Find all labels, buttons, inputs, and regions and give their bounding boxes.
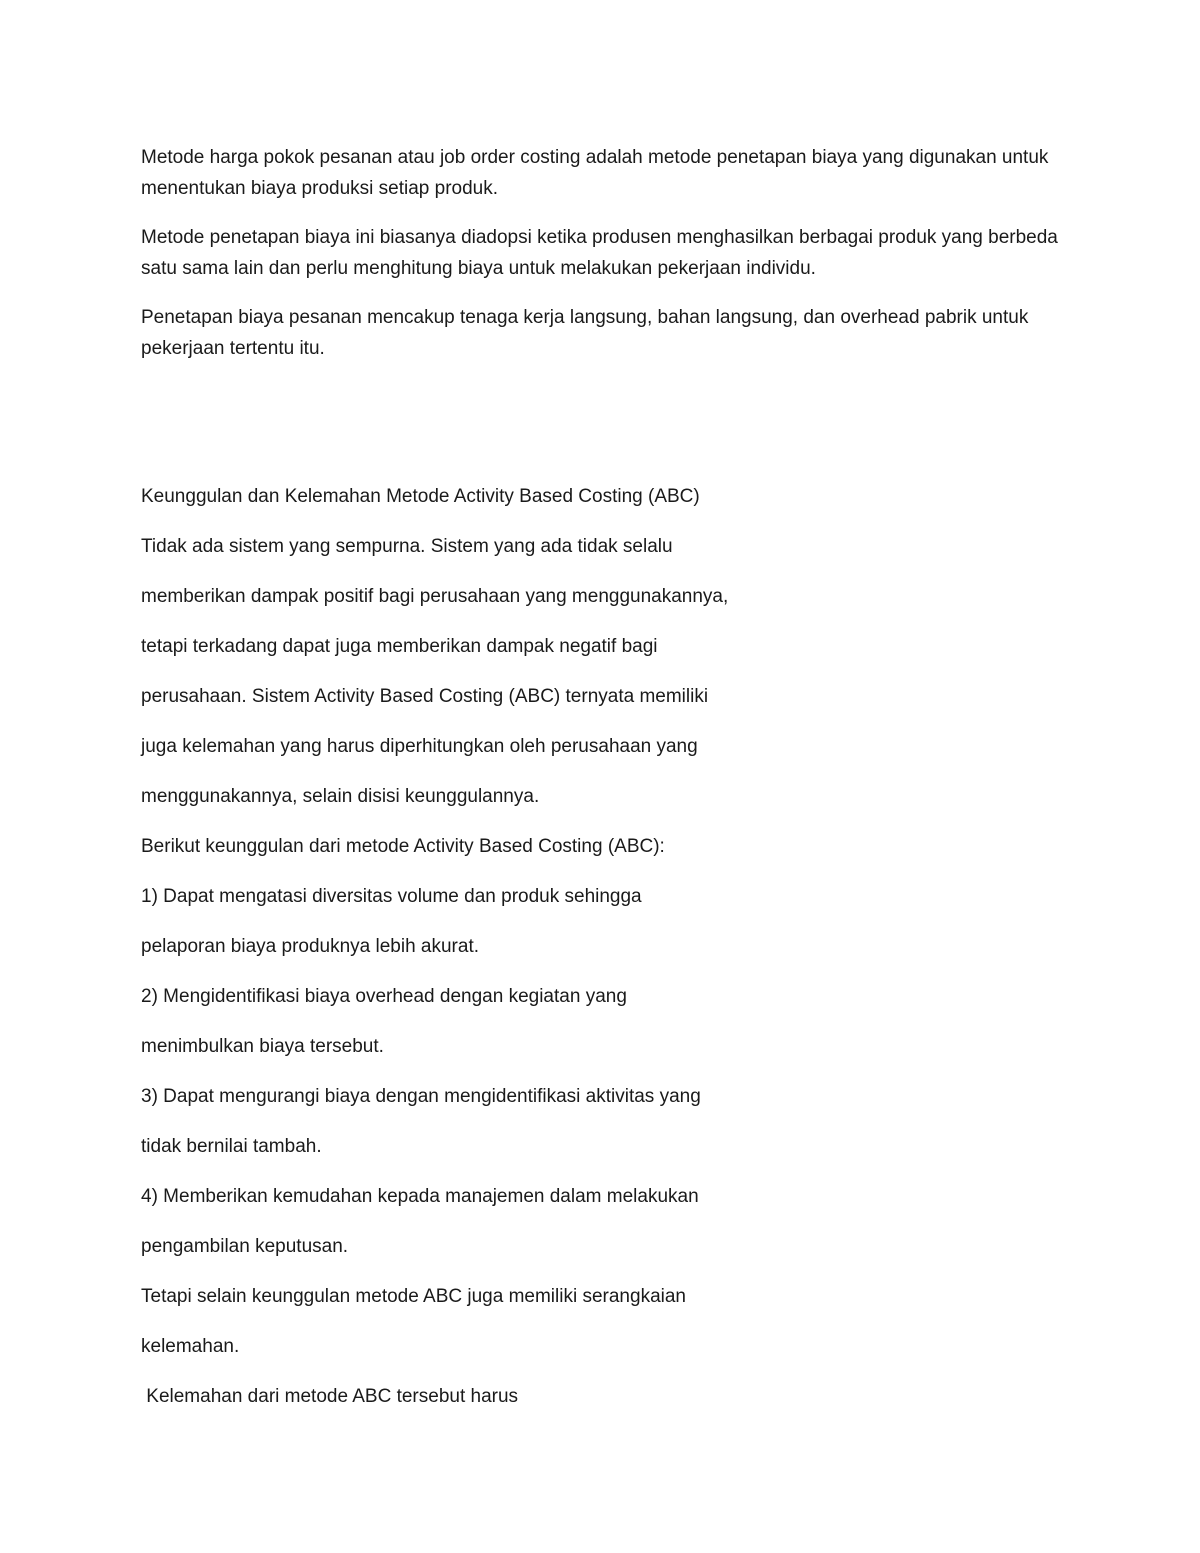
text-line: perusahaan. Sistem Activity Based Costing (ABC) ternyata memiliki	[141, 686, 709, 707]
intro-paragraph-2: Metode penetapan biaya ini biasanya diadopsi ketika produsen menghasilkan berbagai produk yang berbeda satu sama lain dan perlu menghitung biaya untuk melakukan pekerjaan individu.	[141, 227, 1058, 279]
list-item-4-continued: pengambilan keputusan.	[141, 1236, 349, 1257]
text-line: kelemahan.	[141, 1336, 240, 1357]
list-item-1: 1) Dapat mengatasi diversitas volume dan produk sehingga	[141, 886, 642, 907]
text-line: menggunakannya, selain disisi keunggulannya.	[141, 786, 540, 807]
section-heading: Keunggulan dan Kelemahan Metode Activity Based Costing (ABC)	[141, 486, 700, 507]
text-line: Tidak ada sistem yang sempurna. Sistem yang ada tidak selalu	[141, 536, 673, 557]
text-line: Tetapi selain keunggulan metode ABC juga memiliki serangkaian	[141, 1286, 686, 1307]
intro-section	[141, 142, 1071, 382]
list-intro-line: Berikut keunggulan dari metode Activity Based Costing (ABC):	[141, 836, 665, 857]
list-item-4: 4) Memberikan kemudahan kepada manajemen dalam melakukan	[141, 1186, 699, 1207]
text-line: tetapi terkadang dapat juga memberikan dampak negatif bagi	[141, 636, 658, 657]
list-item-3: 3) Dapat mengurangi biaya dengan mengidentifikasi aktivitas yang	[141, 1086, 701, 1107]
text-line: memberikan dampak positif bagi perusahaan yang menggunakannya,	[141, 586, 729, 607]
intro-paragraph-3: Penetapan biaya pesanan mencakup tenaga kerja langsung, bahan langsung, dan overhead pabrik untuk pekerjaan tertentu itu.	[141, 307, 1029, 359]
text-line: Kelemahan dari metode ABC tersebut harus	[141, 1386, 519, 1407]
list-item-3-continued: tidak bernilai tambah.	[141, 1136, 322, 1157]
intro-paragraph-1: Metode harga pokok pesanan atau job order costing adalah metode penetapan biaya yang digunakan untuk menentukan biaya produksi setiap produk.	[141, 147, 1049, 199]
list-item-1-continued: pelaporan biaya produknya lebih akurat.	[141, 936, 480, 957]
list-item-2-continued: menimbulkan biaya tersebut.	[141, 1036, 384, 1057]
list-item-2: 2) Mengidentifikasi biaya overhead dengan kegiatan yang	[141, 986, 627, 1007]
text-line: juga kelemahan yang harus diperhitungkan oleh perusahaan yang	[141, 736, 698, 757]
